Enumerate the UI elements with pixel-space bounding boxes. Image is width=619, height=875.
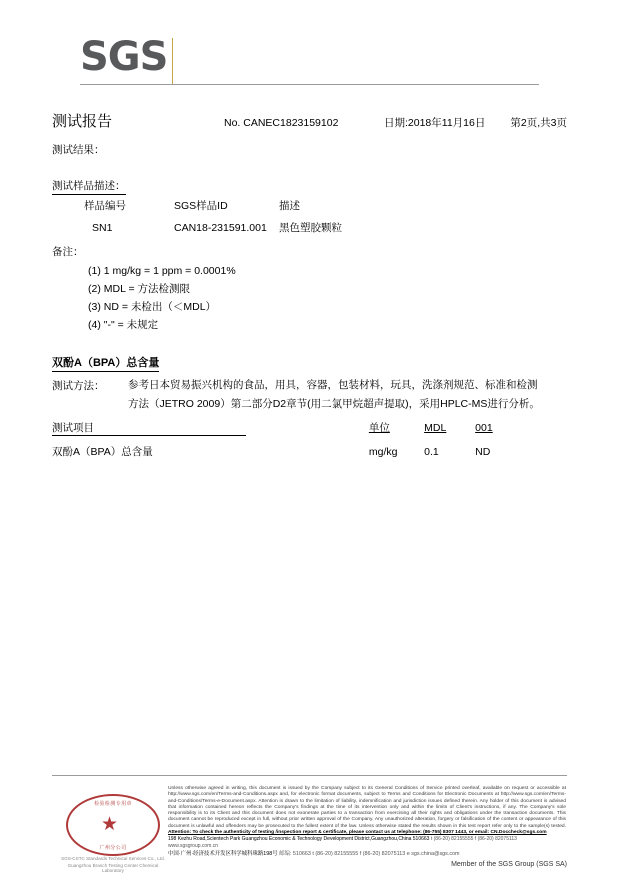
header-divider xyxy=(80,84,539,85)
page-counter: 第2页,共3页 xyxy=(510,117,567,129)
cell-result: ND xyxy=(475,445,491,458)
column-header-sgs-id: SGS样品ID xyxy=(174,200,228,212)
result-table-rule xyxy=(52,435,246,436)
company-seal-stamp xyxy=(58,790,168,873)
address-cn-text: 中国·广州·经济技术开发区科学城科珠路198号 xyxy=(168,851,278,857)
address-en-fax: f (86-20) 82075113 xyxy=(474,836,517,842)
test-results-label: 测试结果： xyxy=(52,144,105,156)
test-method-label: 测试方法： xyxy=(52,380,105,392)
sgs-logo xyxy=(80,36,180,80)
sgs-logo-text: SGS xyxy=(80,34,168,80)
seal-top-text: 检验检测专用章 xyxy=(94,801,132,807)
cell-description: 黑色塑胶颗粒 xyxy=(279,222,342,234)
notes-list xyxy=(88,262,236,334)
address-cn-tel: t (86-20) 82155555 xyxy=(312,851,359,857)
star-icon: ★ xyxy=(101,814,119,835)
address-cn-zip: 邮编: 510663 xyxy=(279,851,311,857)
seal-company-line-2: Guangzhou Branch Testing Center Chemical Laboratory xyxy=(67,863,159,873)
list-item: (4) "-" = 未规定 xyxy=(88,319,159,331)
page-title: 测试报告 xyxy=(52,113,113,130)
column-header-description: 描述 xyxy=(279,200,300,212)
cell-sgs-id: CAN18-231591.001 xyxy=(174,221,267,234)
sample-description-table xyxy=(84,198,429,235)
report-date: 日期:2018年11月16日 xyxy=(384,117,486,129)
table-header-row xyxy=(84,198,429,220)
seal-company-line-1: SGS-CSTC Standards Technical Services Co., Ltd. xyxy=(61,856,165,861)
column-header-mdl: MDL xyxy=(424,421,447,434)
address-english xyxy=(168,836,568,850)
list-item: (1) 1 mg/kg = 1 ppm = 0.0001% xyxy=(88,265,236,277)
seal-bottom-text: 广州分公司 xyxy=(99,845,127,851)
list-item: (3) ND = 未检出（＜MDL） xyxy=(88,301,217,313)
report-number: No. CANEC1823159102 xyxy=(224,117,339,129)
table-header-row xyxy=(52,420,539,439)
report-header xyxy=(52,110,567,131)
legal-disclaimer xyxy=(168,786,566,836)
cell-test-item: 双酚A（BPA）总含量 xyxy=(52,446,153,458)
cell-unit: mg/kg xyxy=(368,445,398,458)
address-chinese xyxy=(168,851,568,858)
sample-description-label: 测试样品描述： xyxy=(52,178,126,195)
column-header-unit: 单位 xyxy=(368,422,390,434)
column-header-sample-001: 001 xyxy=(475,421,493,434)
address-en-web: www.sgsgroup.com.cn xyxy=(168,843,219,849)
table-row xyxy=(52,439,539,459)
bpa-section-heading: 双酚A（BPA）总含量 xyxy=(52,354,159,372)
legal-body: Unless otherwise agreed in writing, this document is issued by the Company subject to its General Conditions of Service printed overleaf, available on request or accessible at http://www.sgs.com/en/Terms-and-Conditions.aspx and, for electronic format documents, subject to Terms and Conditions for Electronic Documents at http://www.sgs.com/en/Terms-and-Conditions/Terms-e-Document.aspx. Attention is drawn to the limitation of liability, indemnification and jurisdiction issues defined therein. Any holder of this document is advised that information contained hereon reflects the Company's findings at the time of its intervention only and within the limits of Client's instructions, if any. The Company's sole responsibility is to its Client and this document does not exonerate parties to a transaction from exercising all their rights and obligations under the transaction documents. This document cannot be reproduced except in full, without prior written approval of the Company. Any unauthorized alteration, forgery or falsification of the content or appearance of this document is unlawful and offenders may be prosecuted to the fullest extent of the law. Unless otherwise stated the results shown in this test report refer only to the sample(s) tested. xyxy=(168,786,566,829)
notes-label: 备注： xyxy=(52,246,84,258)
address-cn-fax: f (86-20) 82075113 xyxy=(359,851,406,857)
cell-sample-no: SN1 xyxy=(92,221,113,234)
column-header-test-item: 测试项目 xyxy=(52,422,94,434)
legal-verification-note: Attention: To check the authenticity of testing /inspection report & certificate, please contact us at telephone: (86-755) 8307 1443, or email: CN.Doccheck@sgs.com xyxy=(168,830,547,836)
member-note: Member of the SGS Group (SGS SA) xyxy=(451,861,567,868)
table-row xyxy=(84,220,429,235)
footer-divider xyxy=(52,775,567,776)
address-cn-mail: e sgs.china@sgs.com xyxy=(406,851,460,857)
list-item: (2) MDL = 方法检测限 xyxy=(88,283,190,295)
address-en-tel: t (86-20) 82155555 xyxy=(430,836,474,842)
cell-mdl: 0.1 xyxy=(424,445,439,458)
column-header-sample-no: 样品编号 xyxy=(84,200,126,212)
test-method-text: 参考日本贸易振兴机构的食品，用具，容器，包装材料，玩具，洗涤剂规范、标准和检测方法（JETRO 2009）第二部分D2章节(用二氯甲烷超声提取)，采用HPLC-MS进行分析。 xyxy=(128,379,540,410)
address-en-text: 198 Kezhu Road,Scientech Park Guangzhou Economic & Technology Development District,Guangzhou,China 510663 xyxy=(168,836,430,842)
logo-accent-bar xyxy=(172,38,173,84)
bpa-result-table xyxy=(52,420,539,459)
